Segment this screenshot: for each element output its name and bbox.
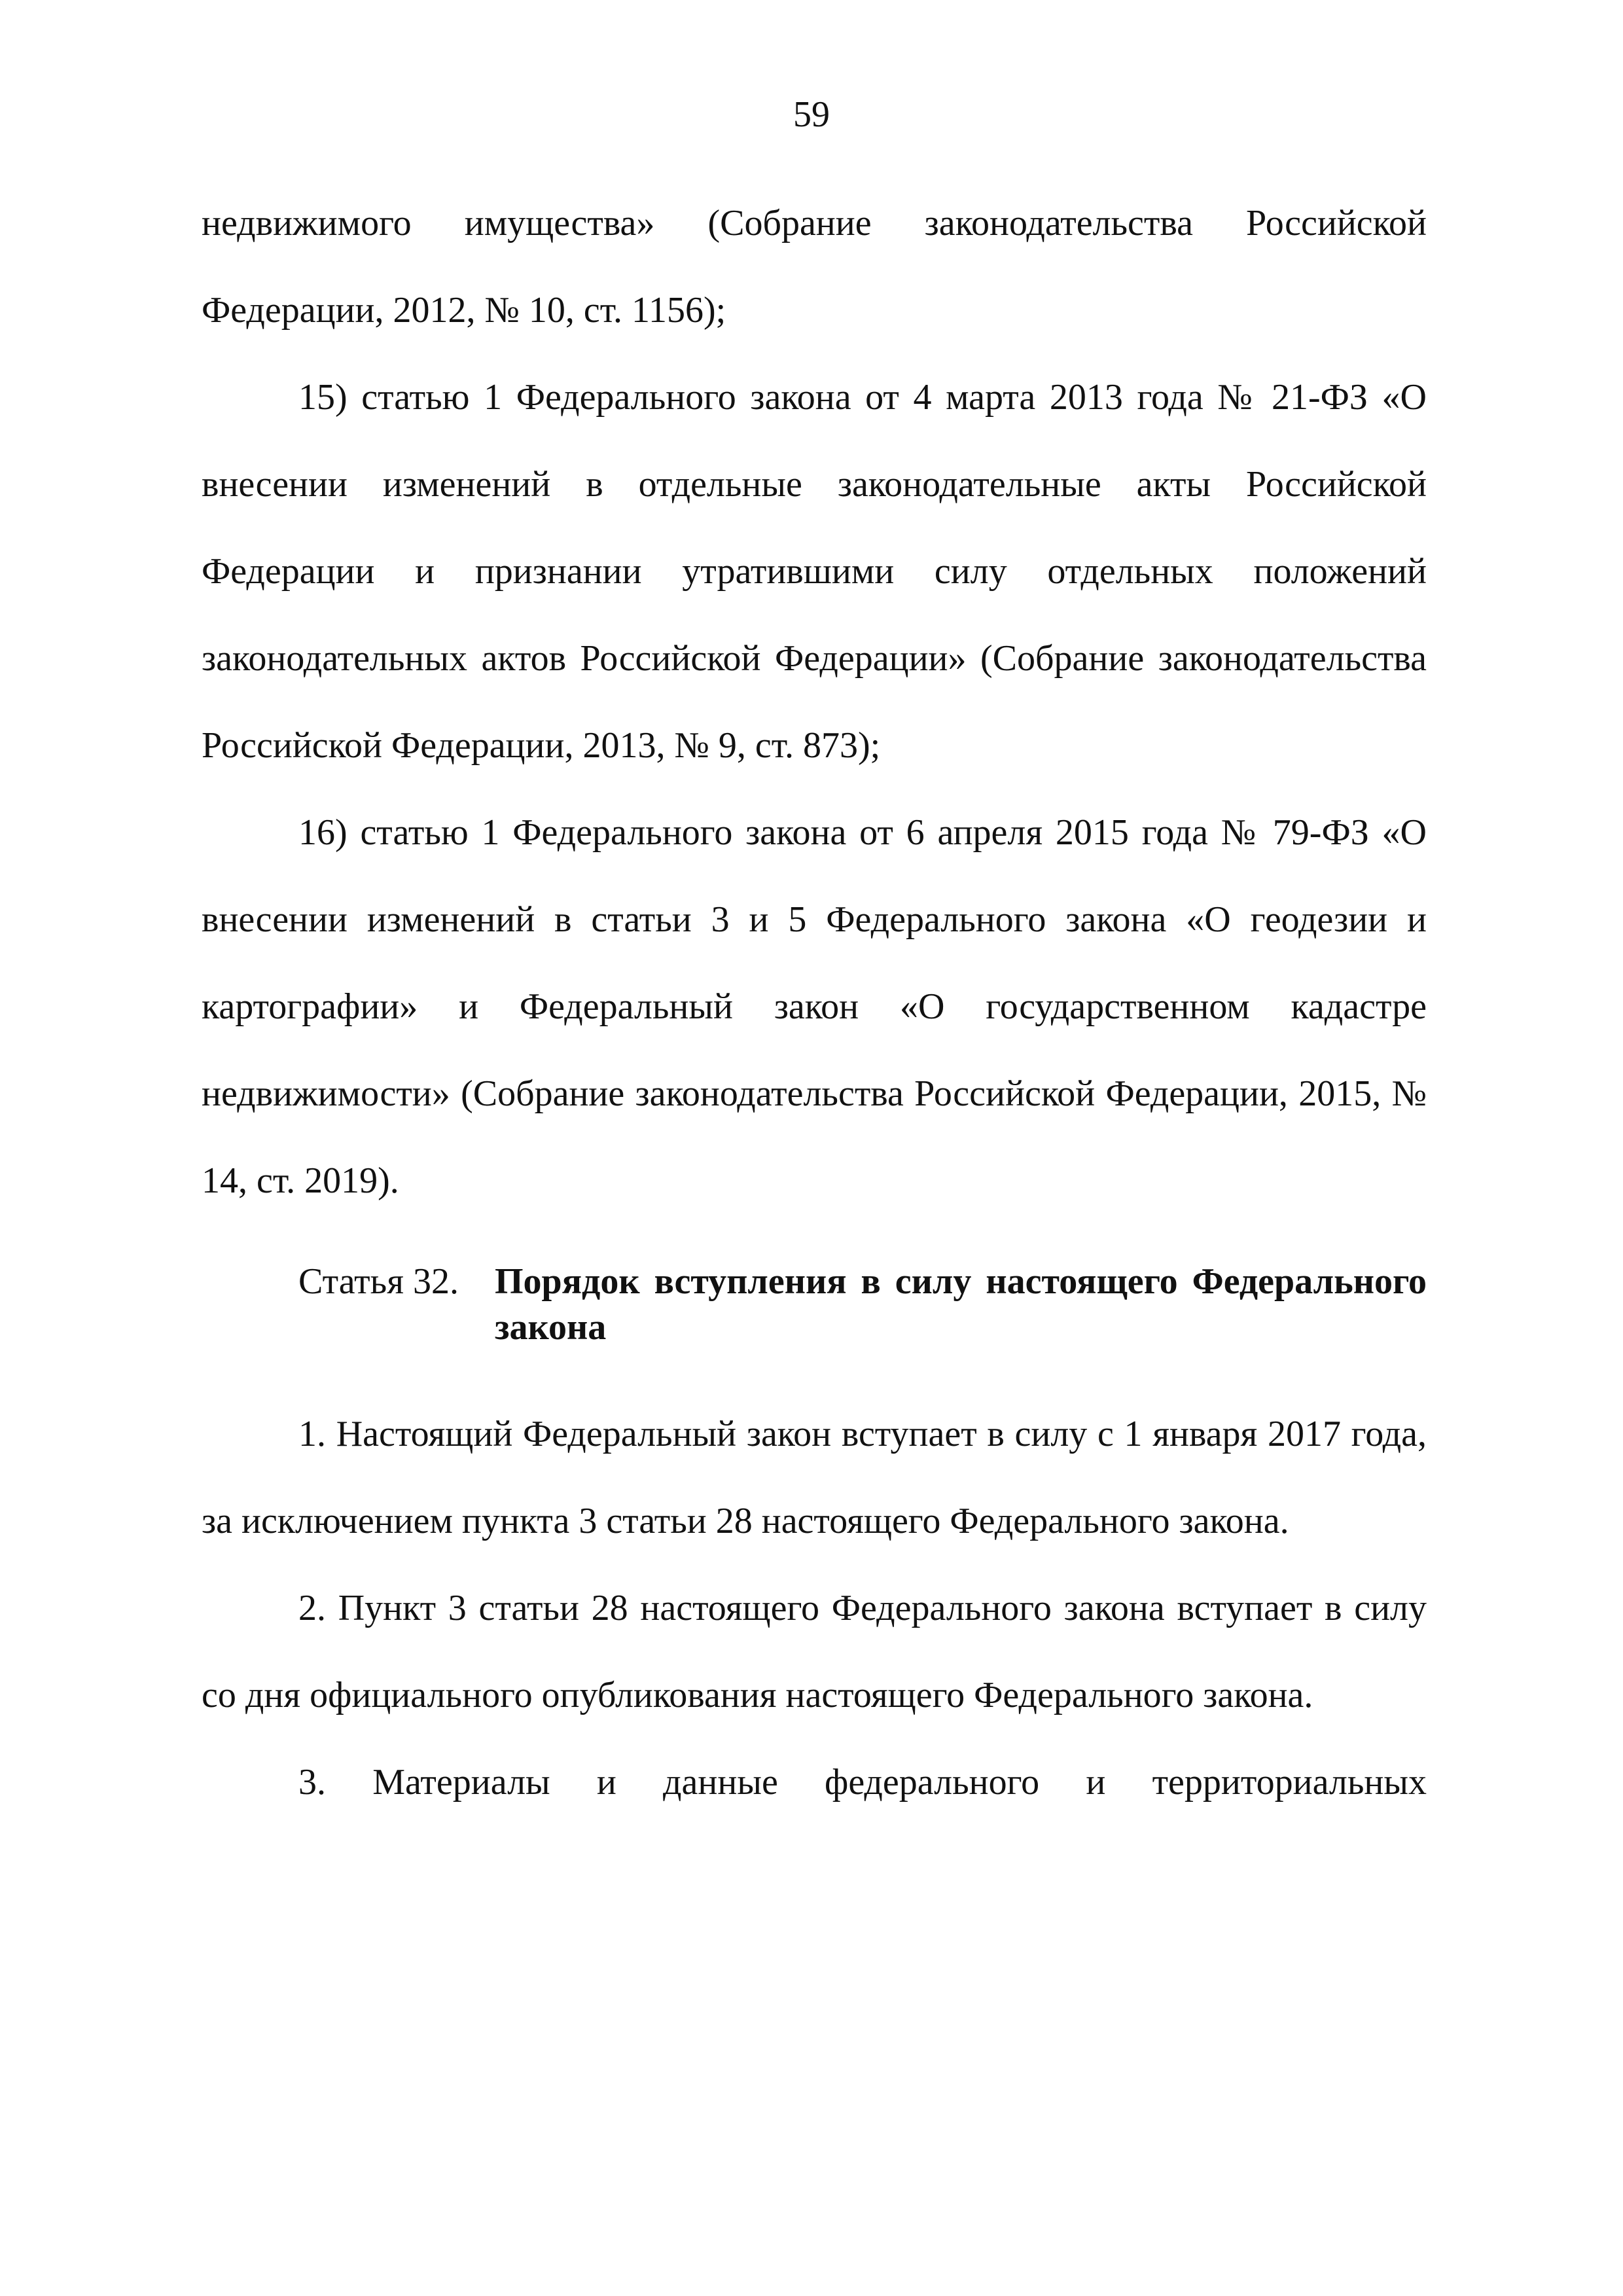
article-clause-2: 2. Пункт 3 статьи 28 настоящего Федерального закона вступает в силу со дня официального опубликования настоящего Федерального закона. (202, 1588, 1427, 1715)
article-clause-1: 1. Настоящий Федеральный закон вступает в силу с 1 января 2017 года, за исключением пункта 3 статьи 28 настоящего Федерального закона. (202, 1414, 1427, 1541)
article-clause-3: 3. Материалы и данные федерального и территориальных (298, 1762, 1427, 1803)
article-label: Статья 32. (298, 1261, 459, 1302)
list-item-15: 15) статью 1 Федерального закона от 4 марта 2013 года № 21-ФЗ «О внесении изменений в отдельные законодательные акты Российской Федерации и признании утратившими силу отдельных положений законодательных актов Российской Федерации» (Собрание законодательства Российской Федерации, 2013, № 9, ст. 873); (202, 377, 1427, 766)
list-item-16: 16) статью 1 Федерального закона от 6 апреля 2015 года № 79-ФЗ «О внесении изменений в статьи 3 и 5 Федерального закона «О геодезии и картографии» и Федеральный закон «О государственном кадастре недвижимости» (Собрание законодательства Российской Федерации, 2015, № 14, ст. 2019). (202, 812, 1427, 1201)
document-body (202, 180, 1427, 1826)
page-number: 59 (793, 94, 830, 135)
paragraph-continuation: недвижимого имущества» (Собрание законодательства Российской Федерации, 2012, № 10, ст. 1156); (202, 203, 1427, 331)
article-heading (202, 1259, 1427, 1350)
article-title: Порядок вступления в силу настоящего Федерального закона (495, 1261, 1427, 1348)
